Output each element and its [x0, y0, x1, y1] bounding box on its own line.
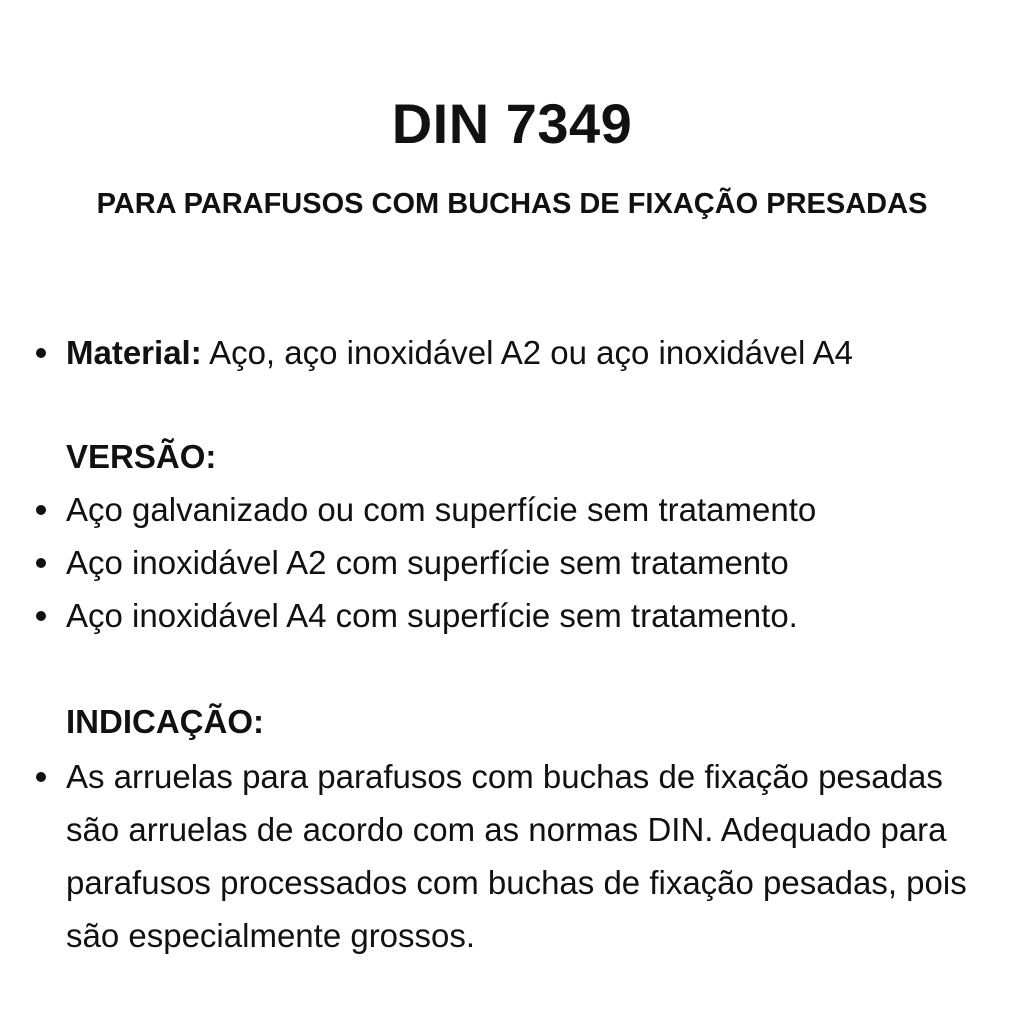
bullet-icon [36, 558, 46, 568]
bullet-icon [36, 611, 46, 621]
versao-heading: VERSÃO: [66, 438, 217, 475]
versao-item-text: Aço inoxidável A2 com superfície sem tratamento [66, 544, 789, 581]
indicacao-list-item [66, 750, 996, 962]
bullet-icon [36, 348, 46, 358]
versao-list-item [66, 536, 1006, 589]
material-list-item [66, 326, 1006, 379]
versao-list-item [66, 483, 1006, 536]
bullet-icon [36, 505, 46, 515]
versao-item-text: Aço galvanizado ou com superfície sem tratamento [66, 491, 817, 528]
bullet-icon [36, 772, 46, 782]
material-label: Material: [66, 334, 202, 371]
versao-item-text: Aço inoxidável A4 com superfície sem tratamento. [66, 597, 798, 634]
material-text: Aço, aço inoxidável A2 ou aço inoxidável A4 [201, 334, 854, 371]
page-title: DIN 7349 [391, 92, 633, 155]
indicacao-text: As arruelas para parafusos com buchas de fixação pesadas são arruelas de acordo com as normas DIN. Adequado para parafusos processados com buchas de fixação pesadas, pois são especialmente grossos. [66, 758, 967, 954]
versao-list-item [66, 589, 1006, 642]
indicacao-heading: INDICAÇÃO: [66, 703, 264, 740]
page-subtitle: PARA PARAFUSOS COM BUCHAS DE FIXAÇÃO PRESADAS [96, 188, 928, 220]
